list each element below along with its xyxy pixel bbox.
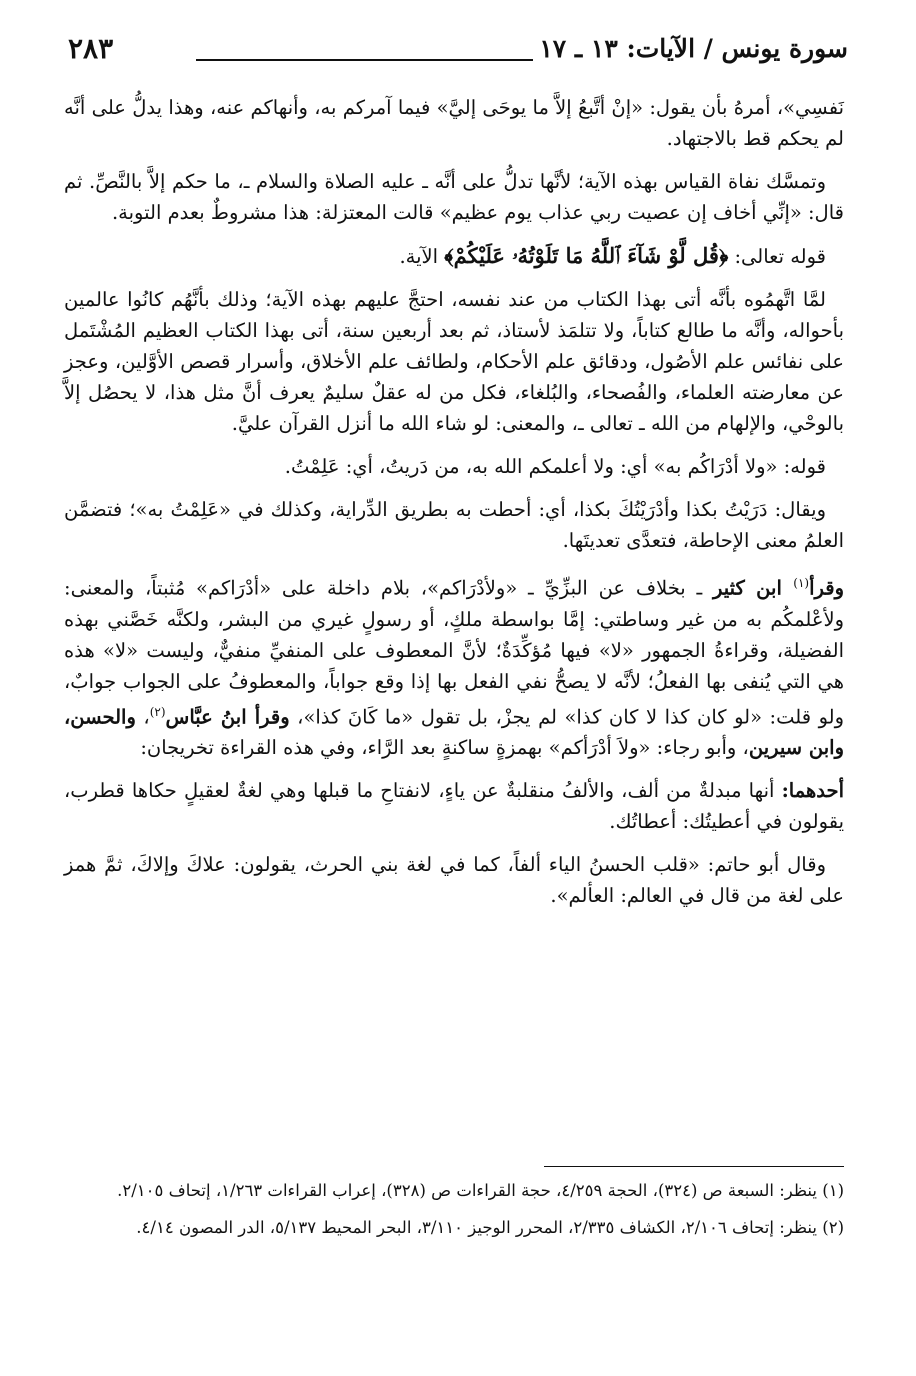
paragraph: نَفسِي»، أمرهُ بأن يقول: «إنْ أتَّبعُ إلاَّ ما يوحَى إليَّ» فيما آمركم به، وأنهاكم عنه، وهذا يدلُّ على أنَّه لم يحكم قط بالاجتهاد.: [64, 96, 844, 150]
paragraph: وقال أبو حاتم: «قلب الحسنُ الياء ألفاً، كما في لغة بني الحرث، يقولون: علاكَ وإلاكَ، ثمَّ همز على لغة من قال في العالم: العألم».: [64, 853, 844, 907]
paragraph: لمَّا اتَّهمُوه بأنَّه أتى بهذا الكتاب من عند نفسه، احتجَّ عليهم بهذه الآية؛ وذلك بأنَّهُم كانُوا عالمين بأحواله، وأنَّه ما طالع كتاباً، ولا تتلمَذ لأستاذ، ثم بعد أربعين سنة، أتى بهذا الكتاب العظيم المُشْتَمل على نفائس علم الأصُول، ودقائق علم الأحكام، ولطائف علم الأخلاق، وأسرار قصص الأوَّلين، وعجز عن معارضته العلماء، والفُصحاء، والبُلغاء، فكل من له عقلٌ سليمٌ يعرف أنَّ مثل هذا، لا يحصُل إلاَّ بالوحْي، والإلهام من الله ـ تعالى ـ، والمعنى: لو شاء الله ما أنزل القرآن عليَّ.: [64, 288, 844, 435]
verse-tail: الآية.: [399, 245, 445, 268]
footnote-2: (٢) ينظر: إتحاف ٢/١٠٦، الكشاف ٢/٣٣٥، المحرر الوجيز ٣/١١٠، البحر المحيط ٥/١٣٧، الدر المصون ٤/١٤.: [136, 1218, 844, 1237]
first-point-label: أحدهما:: [781, 779, 844, 802]
reading-paragraph: [64, 568, 844, 763]
footnote-ref-2[interactable]: (٢): [149, 704, 166, 719]
reader-name: ابن كثير: [713, 576, 794, 600]
footnote-ref-1[interactable]: (١): [793, 576, 810, 590]
paragraph: وتمسَّك نفاة القياس بهذه الآية؛ لأنَّها تدلُّ على أنَّه ـ عليه الصلاة والسلام ـ، ما حكم إلاَّ بالنَّصِّ. ثم قال: «إنِّي أخاف إن عصيت ربي عذاب يوم عظيم» قالت المعتزلة: هذا مشروطٌ بعدم التوبة.: [64, 170, 844, 224]
reading-text: ،: [135, 705, 150, 728]
main-text: [64, 92, 844, 923]
footnote-separator: [544, 1166, 844, 1167]
reader-name: والحسن، وابن سيرين: [64, 705, 844, 759]
footnotes: [64, 1176, 844, 1250]
page-header: [68, 34, 848, 74]
footnote-1: (١) ينظر: السبعة ص (٣٢٤)، الحجة ٤/٢٥٩، حجة القراءات ص (٣٢٨)، إعراب القراءات ١/٢٦٣، إتحاف ٢/١٠٥.: [117, 1181, 844, 1200]
page-number: ٢٨٣: [68, 32, 114, 65]
reading-text: ، وأبو رجاء: «ولاَ أدْرَأكم» بهمزةٍ ساكنةٍ بعد الرَّاء، وفي هذه القراءة تخريجان:: [140, 736, 749, 759]
running-title: سورة يونس / الآيات: ١٣ ـ ١٧: [539, 34, 848, 63]
reading-text: ـ بخلاف عن البزِّيِّ ـ «ولأدْرَاكم»، بلام داخلة على «أدْرَاكم» مُثبتاً، والمعنى: ولأعْلمكُم به من غير وساطتي: إمَّا بواسطة ملكٍ، أو رسولٍ غيري من البشر، ولكنَّه خَصَّني بهذه الفضيلة، وقراءةُ الجمهور «لا» فيها مُؤكِّدَةٌ؛ لأنَّ المعطوف على المنفيِّ منفيٌّ، وليست «لا» هذه هي التي يُنفى بها الفعلُ؛ لأنَّه لا يصحُّ نفي الفعل بها إذا وقع جواباً، والمعطوفُ على الجواب جوابٌ، ولو قلت: «لو كان كذا لا كان كذا» لم يجزْ، بل تقول «ما كَانَ كذا»،: [64, 576, 844, 728]
verse-paragraph: [64, 240, 844, 272]
paragraph: [64, 775, 844, 837]
paragraph: قوله: «ولا أدْرَاكُم به» أي: ولا أعلمكم الله به، من دَريتُ، أي: عَلِمْتُ.: [284, 455, 826, 478]
verse-lead: قوله تعالى:: [728, 245, 826, 268]
quran-verse: ﴿قُل لَّوْ شَآءَ ٱللَّهُ مَا تَلَوْتُهُۥ عَلَيْكُمْ﴾: [444, 243, 729, 268]
reader-name: وقرأ ابنُ عبَّاس: [165, 705, 290, 728]
header-rule: [196, 59, 533, 61]
first-point-text: أنها مبدلةٌ من ألف، والألفُ منقلبةٌ عن ياءٍ، لانفتاحِ ما قبلها وهي لغةٌ لعقيلٍ حكاها قطرب، يقولون في أعطيتُك: أعطاتُك.: [64, 779, 844, 833]
paragraph: ويقال: دَرَيْتُ بكذا وأدْرَيْتُكَ بكذا، أي: أحطت به بطريق الدِّراية، وكذلك في «عَلِمْتُ به»؛ فتضمَّن العلمُ معنى الإحاطة، فتعدَّى تعديتَها.: [64, 498, 844, 552]
reading-lead: وقرأ: [809, 576, 844, 600]
